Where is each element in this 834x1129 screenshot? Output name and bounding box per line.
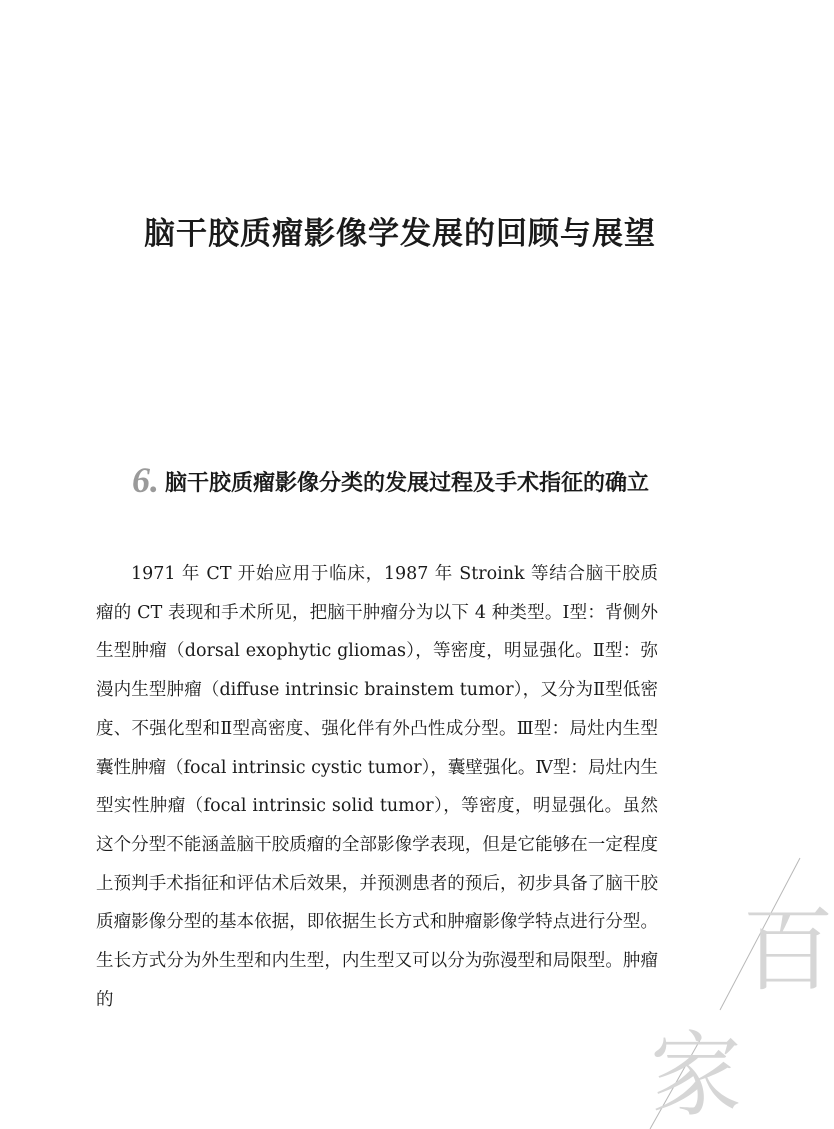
watermark-char-bai: 百 xyxy=(742,897,834,1004)
section-heading-text: 脑干胶质瘤影像分类的发展过程及手术指征的确立 xyxy=(165,471,650,496)
page-title: 脑干胶质瘤影像学发展的回顾与展望 xyxy=(144,216,656,252)
section-number: 6. xyxy=(132,460,159,500)
watermark-char-jia: 家 xyxy=(650,1022,743,1129)
body-paragraph: 1971 年 CT 开始应用于临床，1987 年 Stroink 等结合脑干胶质瘤的 CT 表现和手术所见，把脑干肿瘤分为以下 4 种类型。Ⅰ型：背侧外生型肿瘤（dorsal exophytic gliomas），等密度，明显强化。Ⅱ型：弥漫内生型肿瘤（diffuse intrinsic brainstem tumor），又分为Ⅱ型低密度、不强化型和Ⅱ型高密度、强化伴有外凸性成分型。Ⅲ型：局灶内生型囊性肿瘤（focal intrinsic cystic tumor），囊壁强化。Ⅳ型：局灶内生型实性肿瘤（focal intrinsic solid tumor），等密度，明显强化。虽然这个分型不能涵盖脑干胶质瘤的全部影像学表现，但是它能够在一定程度上预判手术指征和评估术后效果，并预测患者的预后，初步具备了脑干胶质瘤影像分型的基本依据，即依据生长方式和肿瘤影像学特点进行分型。生长方式分为外生型和内生型，内生型又可以分为弥漫型和局限型。肿瘤的 xyxy=(96,564,658,1010)
